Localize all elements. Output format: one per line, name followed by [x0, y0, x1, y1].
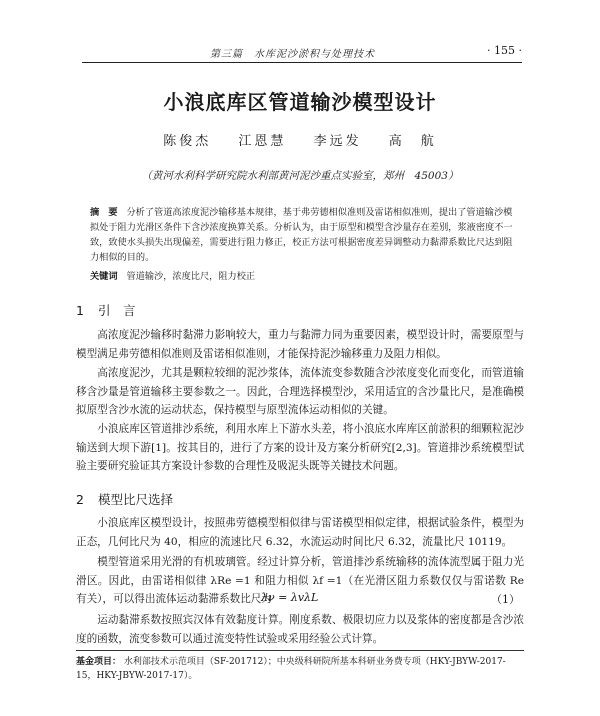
- affiliation: （黄河水利科学研究院水利部黄河泥沙重点实验室，郑州 45003）: [141, 170, 459, 182]
- footnote-divider: [76, 650, 524, 651]
- funding-footnote: [76, 655, 524, 683]
- section-number: 1: [76, 303, 84, 318]
- footnote-text: 水利部技术示范项目（SF-201712）；中央级科研院所基本科研业务费专项（HKY-JBYW-2017-15，HKY-JBYW-2017-17）。: [76, 657, 506, 681]
- section-number: 2: [76, 492, 84, 507]
- paper-title: 小浪底库区管道输沙模型设计: [163, 90, 437, 114]
- keywords-text: 管道输沙，浓度比尺，阻力校正: [126, 271, 256, 282]
- section-heading: [76, 301, 135, 319]
- author: 高 航: [388, 134, 437, 149]
- paragraph: 高浓度泥沙，尤其是颗粒较细的泥沙浆体，流体流变参数随含沙浓度变化而变化，而管道输移含沙量是管道输移主要参数之一。因此，合理选择模型沙，采用适宜的含沙量比尺，是准确模拟原型含沙水流的运动状态，保持模型与原型流体运动相似的关键。: [76, 367, 524, 416]
- author: 江恩慧: [238, 134, 287, 149]
- keywords-label: 关键词: [90, 271, 118, 282]
- author: 李远发: [313, 134, 362, 149]
- footnote-label: 基金项目：: [76, 657, 122, 667]
- keywords: [90, 268, 520, 282]
- header-section: 第三篇 水库泥沙淤积与处理技术: [210, 49, 375, 60]
- running-header: [82, 40, 522, 63]
- section-heading: [76, 490, 173, 508]
- paragraph: 小浪底库区模型设计，按照弗劳德模型相似律与雷诺模型相似定律，根据试验条件，模型为正态，几何比尺为 40，相应的流速比尺 6.32，水流运动时间比尺 6.32，流量比尺 10119。: [76, 517, 524, 548]
- abstract-label: 摘 要: [90, 207, 118, 218]
- page-number: · 155 ·: [487, 44, 522, 57]
- paragraph: 运动黏滞系数按照宾汉体有效黏度计算。刚度系数、极限切应力以及浆体的密度都是含沙浓度的函数，流变参数可以通过流变特性试验或采用经验公式计算。: [76, 614, 524, 645]
- abstract: [90, 205, 520, 265]
- section-title: 引 言: [97, 303, 136, 318]
- paragraph: 小浪底库区管道排沙系统，利用水库上下游水头差，将小浪底水库库区前淤积的细颗粒泥沙输送到大坝下游[1]。按其目的，进行了方案的设计及方案分析研究[2,3]。管道排沙系统模型试验主要研究验证其方案设计参数的合理性及吸泥头既等关键技术问题。: [76, 423, 524, 472]
- abstract-text: 分析了管道高浓度泥沙输移基本规律，基于弗劳德相似准则及雷诺相似准则，提出了管道输沙模拟处于阻力光滑区条件下含沙浓度换算关系。分析认为，由于原型和模型含沙量存在差别，浆液密度不一致，致使水头损失出现偏差，需要进行阻力修正，校正方法可根据密度差异调整动力黏滞系数比尺达到阻力相似的目的。: [90, 207, 513, 263]
- author: 陈俊杰: [163, 134, 212, 149]
- paragraph: 高浓度泥沙输移时黏滞力影响较大，重力与黏滞力同为重要因素，模型设计时，需要原型与模型满足弗劳德相似准则及雷诺相似准则，才能保持泥沙输移重力及阻力相似。: [76, 329, 524, 360]
- equation: [76, 590, 524, 608]
- equation-expression: λν = λvλL: [261, 591, 319, 604]
- equation-number: （1）: [491, 593, 520, 606]
- section-title: 模型比尺选择: [97, 492, 173, 507]
- paragraph: 模型管道采用光滑的有机玻璃管。经过计算分析，管道排沙系统输移的流体流型属于阻力光滑区。因此，由雷诺相似律 λRe =1 和阻力相似 λf =1（在光滑区阻力系数仅仅与雷诺数 Re 有关），可以得出流体运动黏滞系数比尺为: [76, 556, 524, 605]
- author-list: [0, 130, 600, 149]
